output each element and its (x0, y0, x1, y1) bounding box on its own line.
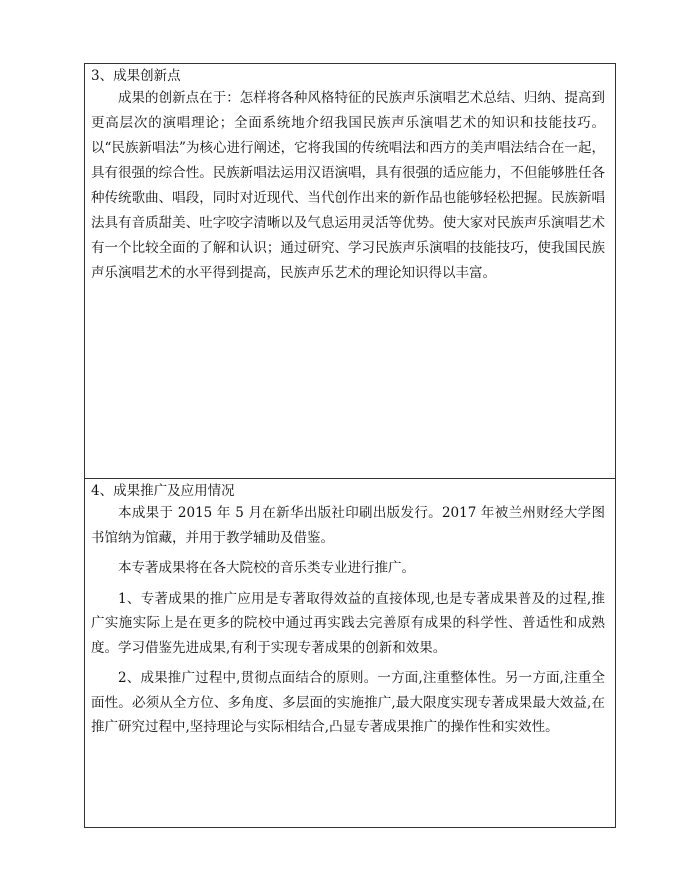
section-promotion (85, 479, 615, 827)
form-table (84, 63, 616, 828)
paragraph: 本成果于 2015 年 5 月在新华出版社印刷出版发行。2017 年被兰州财经大学图书馆纳为馆藏，并用于教学辅助及借鉴。 (91, 505, 605, 546)
section-innovation (85, 64, 615, 479)
paragraph: 成果的创新点在于：怎样将各种风格特征的民族声乐演唱艺术总结、归纳、提高到更高层次的演唱理论；全面系统地介绍我国民族声乐演唱艺术的知识和技能技巧。以“民族新唱法”为核心进行阐述，它将我国的传统唱法和西方的美声唱法结合在一起，具有很强的综合性。民族新唱法运用汉语演唱，具有很强的适应能力，不但能够胜任各种传统歌曲、唱段，同时对近现代、当代创作出来的新作品也能够轻松把握。民族新唱法具有音质甜美、吐字咬字清晰以及气息运用灵活等优势。使大家对民族声乐演唱艺术有一个比较全面的了解和认识；通过研究、学习民族声乐演唱的技能技巧，使我国民族声乐演唱艺术的水平得到提高，民族声乐艺术的理论知识得以丰富。 (91, 90, 605, 281)
paragraph: 2、成果推广过程中,贯彻点面结合的原则。一方面,注重整体性。另一方面,注重全面性。必须从全方位、多角度、多层面的实施推广,最大限度实现专著成果最大效益,在推广研究过程中,坚持理论与实际相结合,凸显专著成果推广的操作性和实效性。 (91, 670, 605, 735)
paragraph: 本专著成果将在各大院校的音乐类专业进行推广。 (118, 560, 415, 576)
section-heading: 3、成果创新点 (91, 68, 181, 84)
paragraph: 1、专著成果的推广应用是专著取得效益的直接体现,也是专著成果普及的过程,推广实施实际上是在更多的院校中通过再实践去完善原有成果的科学性、普适性和成熟度。学习借鉴先进成果,有利于实现专著成果的创新和效果。 (91, 590, 605, 656)
section-heading: 4、成果推广及应用情况 (91, 483, 235, 499)
